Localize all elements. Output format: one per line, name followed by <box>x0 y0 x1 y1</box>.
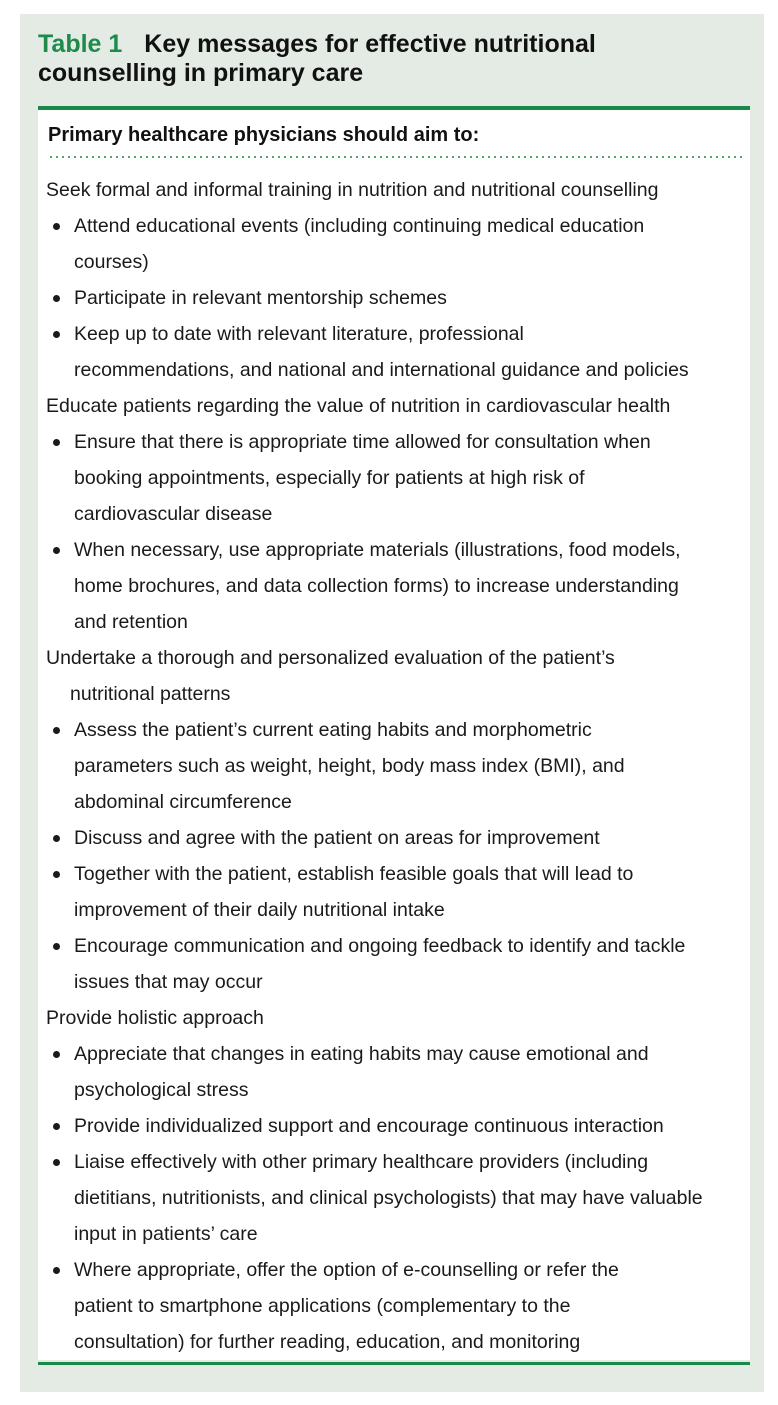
list-item-line: abdominal circumference <box>74 791 292 813</box>
section-heading <box>46 388 746 424</box>
list-item-line: Assess the patient’s current eating habits and morphometric <box>74 719 592 741</box>
list-item <box>46 856 746 928</box>
section-heading <box>46 640 746 712</box>
bullet-icon <box>53 223 60 230</box>
list-item-line: cardiovascular disease <box>74 503 273 525</box>
list-item-line: Provide individualized support and encourage continuous interaction <box>74 1115 664 1137</box>
bottom-rule <box>38 1362 750 1365</box>
list-item-line: When necessary, use appropriate materials (illustrations, food models, <box>74 539 681 561</box>
list-item <box>46 1252 746 1360</box>
list-item-line: Liaise effectively with other primary healthcare providers (including <box>74 1151 649 1173</box>
list-item-line: home brochures, and data collection forms) to increase understanding <box>74 575 679 597</box>
table-title-line-2: counselling in primary care <box>38 59 364 87</box>
list-item-line: psychological stress <box>74 1079 249 1101</box>
list-item-line: Encourage communication and ongoing feedback to identify and tackle <box>74 935 686 957</box>
table-heading: Primary healthcare physicians should aim to: <box>48 124 480 146</box>
list-item-line: improvement of their daily nutritional intake <box>74 899 445 921</box>
bullet-icon <box>53 547 60 554</box>
list-item-line: Participate in relevant mentorship schemes <box>74 287 447 309</box>
list-item-line: dietitians, nutritionists, and clinical psychologists) that may have valuable <box>74 1187 703 1209</box>
list-item-line: parameters such as weight, height, body mass index (BMI), and <box>74 755 625 777</box>
bullet-icon <box>53 727 60 734</box>
message-list <box>46 172 746 1360</box>
list-item-line: Where appropriate, offer the option of e-counselling or refer the <box>74 1259 619 1281</box>
bullet-icon <box>53 1159 60 1166</box>
table-label: Table 1 <box>38 30 123 58</box>
list-item-line: recommendations, and national and international guidance and policies <box>74 359 689 381</box>
list-item <box>46 424 746 532</box>
list-item-line: Together with the patient, establish feasible goals that will lead to <box>74 863 634 885</box>
list-item-line: input in patients’ care <box>74 1223 258 1245</box>
list-item-line: booking appointments, especially for patients at high risk of <box>74 467 585 489</box>
list-item-line: consultation) for further reading, education, and monitoring <box>74 1331 581 1353</box>
list-item <box>46 280 746 316</box>
bullet-icon <box>53 871 60 878</box>
list-item-line: issues that may occur <box>74 971 263 993</box>
list-item <box>46 316 746 388</box>
bullet-icon <box>53 1123 60 1130</box>
table-title <box>38 30 748 88</box>
table-body <box>38 110 750 1360</box>
table-box <box>20 14 764 1392</box>
list-item-line: Keep up to date with relevant literature, professional <box>74 323 524 345</box>
list-item-line: and retention <box>74 611 188 633</box>
list-item-line: patient to smartphone applications (complementary to the <box>74 1295 571 1317</box>
list-item <box>46 532 746 640</box>
list-item <box>46 820 746 856</box>
bullet-icon <box>53 1051 60 1058</box>
section-heading-line: Undertake a thorough and personalized evaluation of the patient’s <box>46 647 615 669</box>
list-item-line: Attend educational events (including continuing medical education <box>74 215 645 237</box>
section-heading-line: Educate patients regarding the value of nutrition in cardiovascular health <box>46 395 671 417</box>
section-heading <box>46 1000 746 1036</box>
section-heading-line: nutritional patterns <box>70 683 231 705</box>
section-heading <box>46 172 746 208</box>
list-item <box>46 208 746 280</box>
bullet-icon <box>53 439 60 446</box>
bullet-icon <box>53 835 60 842</box>
section-heading-line: Provide holistic approach <box>46 1007 264 1029</box>
table-title-line-1: Key messages for effective nutritional <box>144 30 596 58</box>
bullet-icon <box>53 331 60 338</box>
list-item <box>46 1144 746 1252</box>
list-item <box>46 928 746 1000</box>
bullet-icon <box>53 943 60 950</box>
list-item-line: courses) <box>74 251 149 273</box>
list-item <box>46 1036 746 1108</box>
section-heading-line: Seek formal and informal training in nutrition and nutritional counselling <box>46 179 659 201</box>
bullet-icon <box>53 295 60 302</box>
dotted-divider <box>48 156 742 158</box>
list-item-line: Discuss and agree with the patient on areas for improvement <box>74 827 600 849</box>
list-item-line: Appreciate that changes in eating habits may cause emotional and <box>74 1043 649 1065</box>
list-item <box>46 712 746 820</box>
list-item-line: Ensure that there is appropriate time allowed for consultation when <box>74 431 651 453</box>
list-item <box>46 1108 746 1144</box>
bullet-icon <box>53 1267 60 1274</box>
